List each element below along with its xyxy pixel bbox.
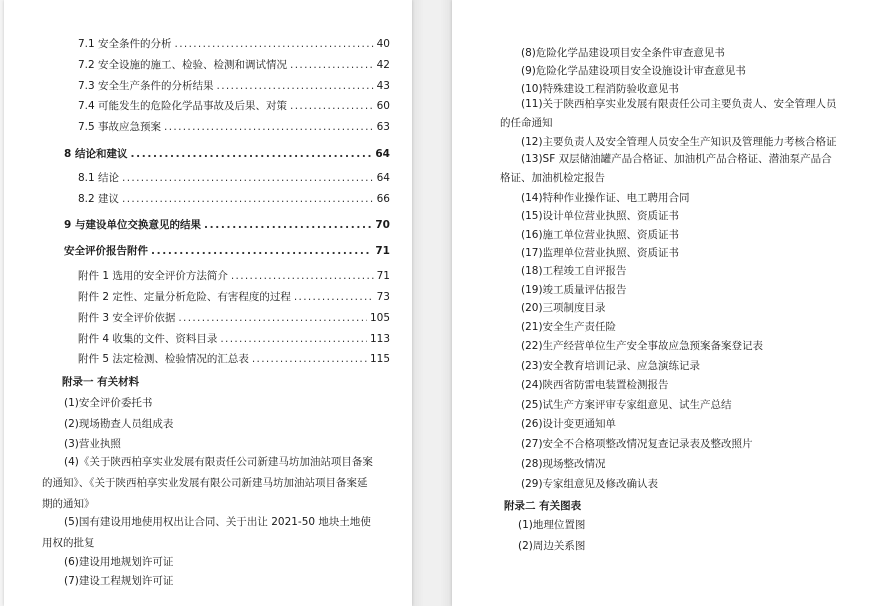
appendix-item: (15)设计单位营业执照、资质证书 bbox=[521, 210, 680, 222]
toc-page-number: 73 bbox=[376, 291, 390, 303]
toc-page-number: 71 bbox=[375, 245, 390, 257]
appendix-item: (29)专家组意见及修改确认表 bbox=[521, 478, 659, 490]
toc-entry bbox=[78, 169, 390, 187]
toc-entry bbox=[78, 56, 390, 74]
toc-label: 7.5 事故应急预案 bbox=[78, 121, 162, 133]
appendix-figure-item: (2)周边关系图 bbox=[518, 540, 586, 552]
toc-label: 附件 3 安全评价依据 bbox=[78, 312, 176, 324]
toc-page-number: 40 bbox=[376, 38, 390, 50]
document-page-right bbox=[452, 0, 879, 606]
appendix-item: (18)工程竣工自评报告 bbox=[521, 265, 627, 277]
toc-chapter-entry bbox=[64, 242, 390, 260]
appendix-item: (7)建设工程规划许可证 bbox=[64, 575, 174, 587]
toc-page-number: 42 bbox=[376, 59, 390, 71]
toc-page-number: 115 bbox=[369, 353, 390, 365]
toc-label: 附件 5 法定检测、检验情况的汇总表 bbox=[78, 353, 249, 365]
toc-entry bbox=[78, 330, 390, 348]
toc-leader bbox=[217, 77, 374, 95]
toc-entry bbox=[78, 309, 390, 327]
appendix-item: (3)营业执照 bbox=[64, 438, 121, 450]
toc-label: 7.3 安全生产条件的分析结果 bbox=[78, 80, 214, 92]
appendix-item: (20)三项制度目录 bbox=[521, 302, 606, 314]
toc-page-number: 64 bbox=[376, 172, 390, 184]
toc-leader bbox=[122, 190, 374, 208]
toc-page-number: 43 bbox=[376, 80, 390, 92]
appendix-item: (12)主要负责人及安全管理人员安全生产知识及管理能力考核合格证 bbox=[521, 136, 837, 148]
toc-leader bbox=[164, 118, 374, 136]
appendix-item: (4)《关于陕西柏享实业发展有限责任公司新建马坊加油站项目备案的通知》、《关于陕西柏享实业发展有限公司新建马坊加油站项目备案延期的通知》 bbox=[42, 456, 373, 510]
toc-entry bbox=[78, 350, 390, 368]
toc-leader bbox=[220, 330, 367, 348]
toc-leader bbox=[151, 242, 372, 260]
toc-label: 7.1 安全条件的分析 bbox=[78, 38, 172, 50]
toc-page-number: 64 bbox=[375, 148, 390, 160]
toc-leader bbox=[290, 56, 374, 74]
toc-entry bbox=[78, 190, 390, 208]
appendix-heading: 附录一 有关材料 bbox=[62, 376, 140, 388]
appendix-item: (14)特种作业操作证、电工聘用合同 bbox=[521, 192, 690, 204]
toc-leader bbox=[252, 350, 367, 368]
toc-entry bbox=[78, 77, 390, 95]
toc-label: 8.2 建议 bbox=[78, 193, 120, 205]
appendix-item: (16)施工单位营业执照、资质证书 bbox=[521, 229, 680, 241]
toc-page-number: 63 bbox=[376, 121, 390, 133]
toc-entry bbox=[78, 288, 390, 306]
appendix-item: (5)国有建设用地使用权出让合同、关于出让 2021-50 地块土地使用权的批复 bbox=[42, 516, 371, 549]
appendix-item: (6)建设用地规划许可证 bbox=[64, 556, 174, 568]
appendix-item: (1)安全评价委托书 bbox=[64, 397, 153, 409]
appendix-item: (8)危险化学品建设项目安全条件审查意见书 bbox=[521, 47, 725, 59]
toc-label: 附件 4 收集的文件、资料目录 bbox=[78, 333, 218, 345]
appendix-item: (11)关于陕西柏享实业发展有限责任公司主要负责人、安全管理人员的任命通知 bbox=[500, 98, 837, 129]
document-page-left bbox=[4, 0, 412, 606]
toc-label: 8.1 结论 bbox=[78, 172, 120, 184]
toc-entry bbox=[78, 97, 390, 115]
appendix-item: (19)竣工质量评估报告 bbox=[521, 284, 627, 296]
toc-page-number: 66 bbox=[376, 193, 390, 205]
appendix-item: (27)安全不合格项整改情况复查记录表及整改照片 bbox=[521, 438, 753, 450]
appendix-item: (24)陕西省防雷电装置检测报告 bbox=[521, 379, 669, 391]
toc-chapter-entry bbox=[64, 145, 390, 163]
toc-page-number: 105 bbox=[369, 312, 390, 324]
toc-page-number: 70 bbox=[375, 219, 390, 231]
toc-page-number: 113 bbox=[369, 333, 390, 345]
toc-page-number: 71 bbox=[376, 270, 390, 282]
toc-label: 附件 1 选用的安全评价方法简介 bbox=[78, 270, 228, 282]
toc-entry bbox=[78, 35, 390, 53]
toc-leader bbox=[290, 97, 374, 115]
appendix-item: (25)试生产方案评审专家组意见、试生产总结 bbox=[521, 399, 732, 411]
appendix-item: (23)安全教育培训记录、应急演练记录 bbox=[521, 360, 701, 372]
toc-label: 7.4 可能发生的危险化学品事故及后果、对策 bbox=[78, 100, 288, 112]
appendix-figure-item: (1)地理位置图 bbox=[518, 519, 586, 531]
toc-label: 8 结论和建议 bbox=[64, 148, 128, 160]
appendix-item: (28)现场整改情况 bbox=[521, 458, 606, 470]
toc-chapter-entry bbox=[64, 216, 390, 234]
toc-leader bbox=[122, 169, 374, 187]
appendix-item: (2)现场勘查人员组成表 bbox=[64, 418, 174, 430]
appendix-item: (13)SF 双层储油罐产品合格证、加油机产品合格证、潜油泵产品合格证、加油机检定报告 bbox=[500, 153, 832, 184]
toc-leader bbox=[130, 145, 372, 163]
appendix-item: (26)设计变更通知单 bbox=[521, 418, 617, 430]
page-gutter bbox=[412, 0, 452, 606]
toc-leader bbox=[178, 309, 367, 327]
appendix-item: (22)生产经营单位生产安全事故应急预案备案登记表 bbox=[521, 340, 764, 352]
toc-label: 9 与建设单位交换意见的结果 bbox=[64, 219, 201, 231]
toc-label: 安全评价报告附件 bbox=[64, 245, 148, 257]
toc-leader bbox=[204, 216, 372, 234]
toc-label: 附件 2 定性、定量分析危险、有害程度的过程 bbox=[78, 291, 291, 303]
toc-entry bbox=[78, 267, 390, 285]
appendix-heading: 附录二 有关图表 bbox=[504, 500, 582, 512]
appendix-item: (21)安全生产责任险 bbox=[521, 321, 617, 333]
toc-leader bbox=[231, 267, 374, 285]
toc-leader bbox=[294, 288, 374, 306]
appendix-item: (10)特殊建设工程消防验收意见书 bbox=[521, 83, 680, 95]
appendix-item: (9)危险化学品建设项目安全设施设计审查意见书 bbox=[521, 65, 746, 77]
toc-page-number: 60 bbox=[376, 100, 390, 112]
toc-leader bbox=[175, 35, 374, 53]
appendix-item: (17)监理单位营业执照、资质证书 bbox=[521, 247, 680, 259]
toc-entry bbox=[78, 118, 390, 136]
toc-label: 7.2 安全设施的施工、检验、检测和调试情况 bbox=[78, 59, 288, 71]
